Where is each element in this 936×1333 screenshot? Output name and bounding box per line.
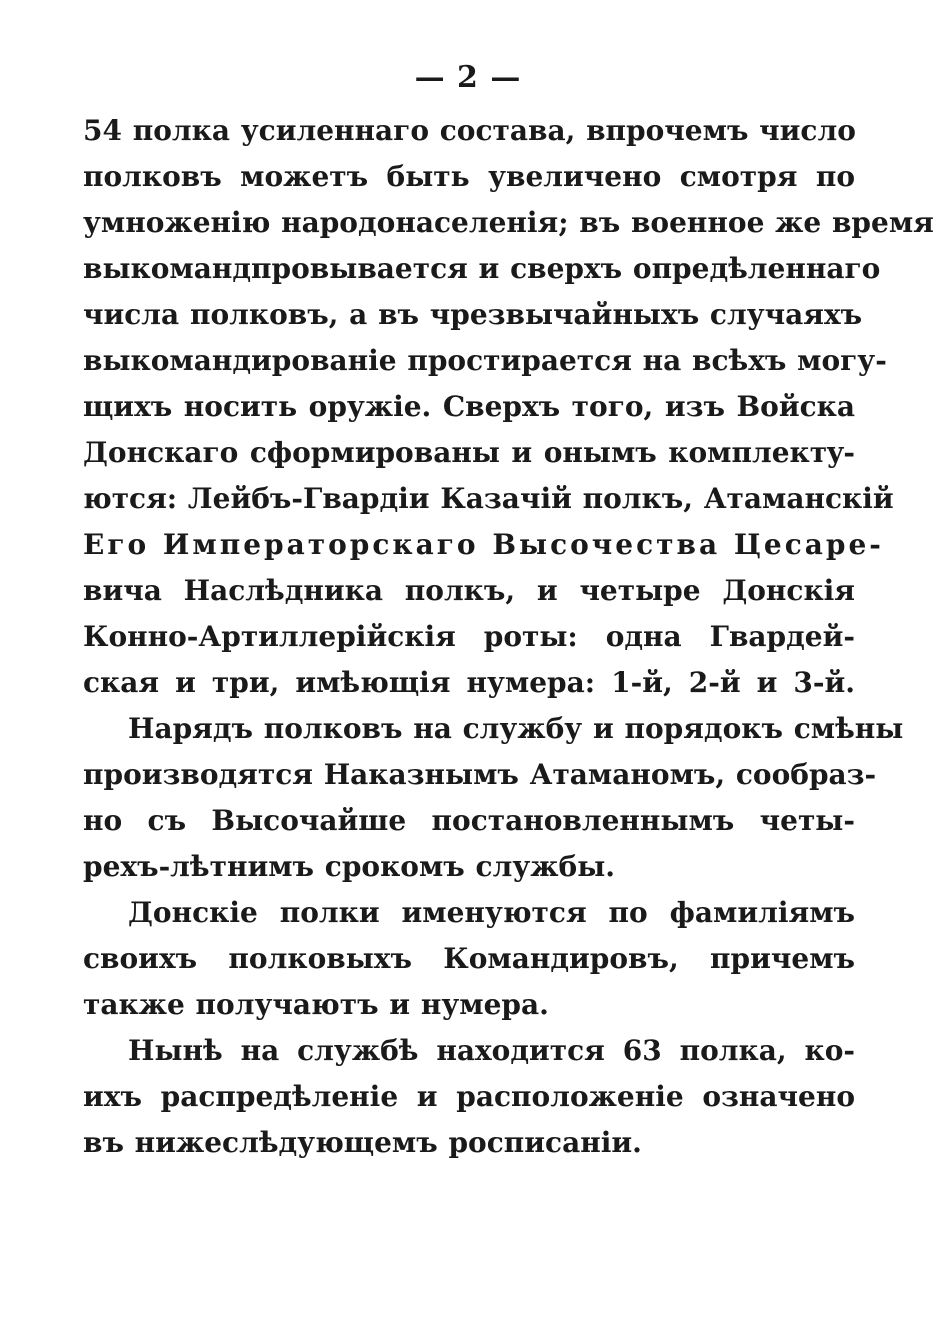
- text-line: числа полковъ, а въ чрезвычайныхъ случаяхъ: [83, 298, 863, 331]
- text-line: также получаютъ и нумера.: [83, 988, 549, 1021]
- text-line: Его Императорскаго Высочества Цесаре-: [83, 528, 884, 561]
- text-line: вича Наслѣдника полкъ, и четыре Донскія: [83, 574, 855, 607]
- body-text: [83, 108, 934, 1166]
- text-line: ская и три, имѣющія нумера: 1-й, 2-й и 3-й.: [83, 666, 855, 699]
- text-line: въ нижеслѣдующемъ росписаніи.: [83, 1126, 642, 1159]
- page-number: — 2 —: [414, 60, 522, 95]
- text-line: производятся Наказнымъ Атаманомъ, сообраз-: [83, 758, 877, 791]
- text-line: рехъ-лѣтнимъ срокомъ службы.: [83, 850, 616, 883]
- text-line: Донскаго сформированы и онымъ комплектy-: [83, 436, 855, 469]
- text-line: ются: Лейбъ-Гвардіи Казачій полкъ, Атаманскій: [83, 482, 894, 515]
- text-line: умноженію народонаселенія; въ военное же время: [83, 206, 934, 239]
- text-line: своихъ полковыхъ Командировъ, причемъ: [83, 942, 855, 975]
- text-line: выкомандированіе простирается на всѣхъ могу-: [83, 344, 887, 377]
- text-line: 54 полка усиленнаго состава, впрочемъ число: [83, 114, 856, 147]
- text-line: Донскіе полки именуются по фамиліямъ: [128, 896, 855, 929]
- text-line: Конно-Артиллерійскія роты: одна Гвардей-: [83, 620, 855, 653]
- text-line: ихъ распредѣленіе и расположеніе означено: [83, 1080, 855, 1113]
- text-line: полковъ можетъ быть увеличено смотря по: [83, 160, 855, 193]
- text-line: Нарядъ полковъ на службу и порядокъ смѣны: [128, 712, 904, 745]
- text-line: щихъ носить оружіе. Сверхъ того, изъ Войска: [83, 390, 855, 423]
- text-line: Нынѣ на службѣ находится 63 полка, ко-: [128, 1034, 855, 1067]
- text-line: выкомандпровывается и сверхъ опредѣленнаго: [83, 252, 881, 285]
- text-line: но съ Высочайше постановленнымъ четы-: [83, 804, 855, 837]
